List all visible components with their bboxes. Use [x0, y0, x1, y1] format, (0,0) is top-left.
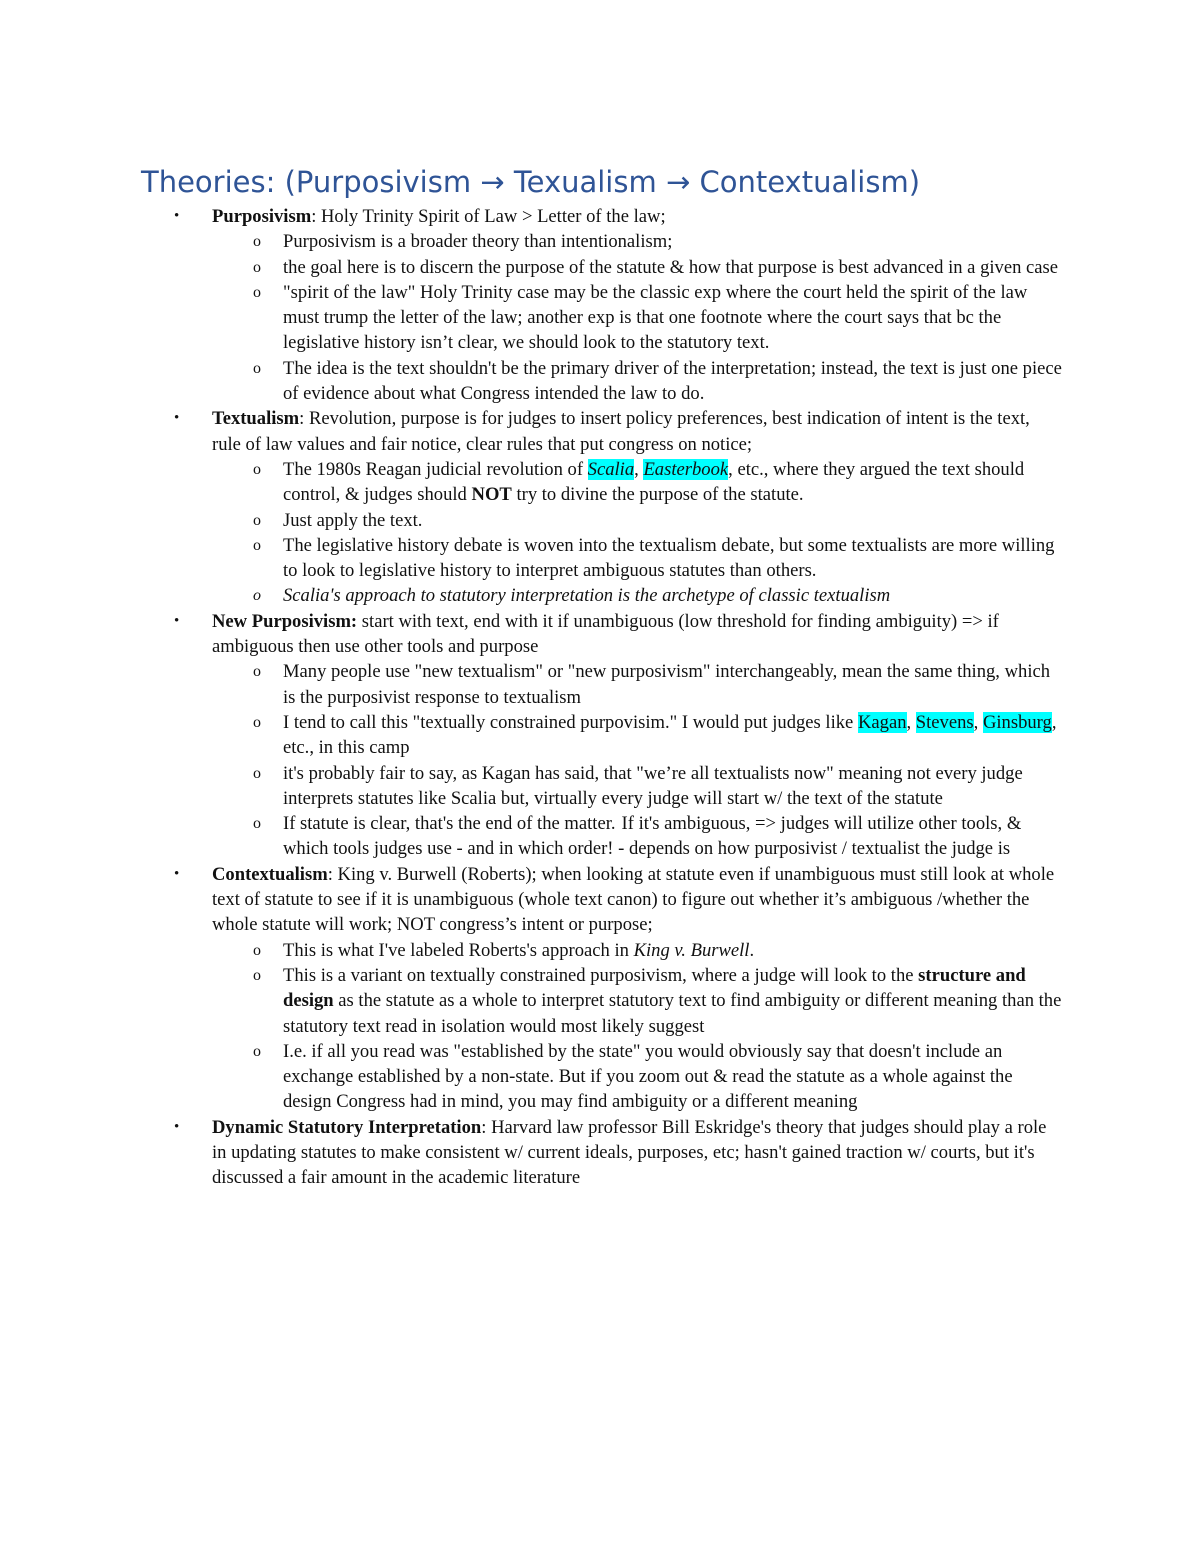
sub-item: [253, 508, 1062, 533]
sub-item: [253, 761, 1062, 812]
sub-item-text: If it's ambiguous, => judges will utilize other tools, & which tools judges use - and in which order! - depends on how purposivist / textualist the judge is: [283, 813, 1022, 860]
sub-item: [253, 533, 1062, 584]
list-item-dynamic: [174, 1115, 1062, 1191]
list-item-new-purposivism: [174, 609, 1062, 862]
sub-bullet-icon: o: [253, 283, 261, 301]
sub-bullet-icon: o: [253, 587, 261, 605]
sub-item-text: try to divine the purpose of the statute.: [511, 484, 804, 506]
sub-item: [253, 457, 1062, 508]
sub-item-text: The legislative history debate is woven into the textualism debate, but some textualists are more willing to look to legislative history to interpret ambiguous statutes than others.: [283, 534, 1055, 582]
sub-item-text: Many people use "new textualism" or "new purposivism" interchangeably, mean the same thing, which is the purposivist response to textualism: [283, 661, 1051, 708]
bullet-icon: •: [174, 612, 180, 629]
sub-item-text: , etc., in this camp: [283, 711, 1057, 759]
sub-bullet-icon: o: [253, 713, 261, 731]
list-item-purposivism: [174, 204, 1062, 406]
highlight-scalia: Scalia: [587, 458, 635, 480]
bullet-icon: •: [174, 1118, 180, 1135]
sub-item: [253, 280, 1062, 356]
sub-item-text: Purposivism is a broader theory than intentionalism;: [283, 231, 673, 253]
term-dynamic: Dynamic Statutory Interpretation: [212, 1116, 482, 1138]
sub-item-text: Just apply the text.: [283, 509, 423, 531]
theories-list: [174, 204, 1062, 1191]
highlight-easterbook: Easterbook: [643, 458, 729, 480]
sub-item: [253, 255, 1062, 280]
sub-bullet-icon: o: [253, 359, 261, 377]
sub-item: [253, 811, 1062, 862]
sub-bullet-icon: o: [253, 536, 261, 554]
term-purposivism: Purposivism: [212, 206, 312, 227]
separator-text: ,: [634, 458, 644, 480]
new-purposivism-intro: start with text, end with it if unambiguous (low threshold for finding ambiguity) => if ambiguous then use other tools and purpose: [212, 610, 999, 658]
highlight-kagan: Kagan: [857, 711, 907, 733]
sub-bullet-icon: o: [253, 460, 261, 478]
purposivism-intro: : Holy Trinity Spirit of Law > Letter of the law;: [311, 206, 666, 227]
sub-bullet-icon: o: [253, 941, 261, 959]
sub-item: [253, 659, 1062, 710]
sub-item-text: it's probably fair to say, as Kagan has said, that "we’re all textualists now" meaning not every judge interprets statutes like Scalia but, virtually every judge will start w/ the text of the statute: [283, 762, 1023, 809]
dynamic-intro: : Harvard law professor Bill Eskridge's theory that judges should play a role in updating statutes to make consistent w/ current ideals, purposes, etc; hasn't gained traction w/ courts, but it's discussed a fair amount in the academic literature: [212, 1116, 1047, 1189]
sub-item-text: I.e. if all you read was "established by the state" you would obviously say that doesn't include an exchange established by a non-state. But if you zoom out & read the statute as a whole against the design Congress had in mind, you may find ambiguity or a different meaning: [283, 1040, 1013, 1113]
contextualism-sublist: [212, 938, 1062, 1115]
bullet-icon: •: [174, 410, 180, 427]
sub-bullet-icon: o: [253, 511, 261, 529]
sub-item-text: as the statute as a whole to interpret statutory text to find ambiguity or different meaning than the statutory text read in isolation would most likely suggest: [283, 990, 1062, 1037]
sub-item-text: The idea is the text shouldn't be the primary driver of the interpretation; instead, the text is just one piece of evidence about what Congress intended the law to do.: [283, 357, 1062, 405]
sub-bullet-icon: o: [253, 815, 261, 833]
highlight-stevens: Stevens: [915, 711, 974, 733]
sub-item-text: I tend to call this "textually constrained purpovisim." I would put judges like: [283, 711, 858, 733]
term-contextualism: Contextualism: [212, 863, 328, 885]
textualism-intro: : Revolution, purpose is for judges to insert policy preferences, best indication of intent is the text, rule of law values and fair notice, clear rules that put congress on notice;: [212, 408, 1030, 455]
sub-item: [253, 710, 1062, 761]
sub-bullet-icon: o: [253, 258, 261, 276]
sub-item-text: This is what I've labeled Roberts's approach in: [283, 939, 634, 961]
sub-item: [253, 963, 1062, 1039]
sub-item: [253, 356, 1062, 407]
sub-bullet-icon: o: [253, 1042, 261, 1060]
document-title: Theories: (Purposivism → Texualism → Contextualism): [141, 165, 921, 199]
sub-item-text: The 1980s Reagan judicial revolution of: [283, 458, 588, 480]
sub-item: [253, 1039, 1062, 1115]
separator-text: ,: [906, 711, 916, 733]
term-textualism: Textualism: [212, 408, 300, 430]
sub-item: [253, 583, 1062, 608]
term-new-purposivism: New Purposivism:: [212, 610, 358, 632]
sub-item-text: If statute is clear, that's the end of the matter.: [283, 813, 616, 835]
list-item-contextualism: [174, 862, 1062, 1115]
sub-bullet-icon: o: [253, 764, 261, 782]
sub-item-text: This is a variant on textually constrained purposivism, where a judge will look to the: [283, 964, 919, 986]
sub-item-text: "spirit of the law" Holy Trinity case may be the classic exp where the court held the spirit of the law must trump the letter of the law; another exp is that one footnote where the court says that bc the legislative history isn’t clear, we should look to the statutory text.: [283, 281, 1028, 354]
sub-bullet-icon: o: [253, 663, 261, 681]
sub-item-text: , etc., where they argued the text should control, & judges should: [283, 458, 1025, 506]
bullet-icon: •: [174, 865, 180, 882]
emphasis-not: NOT: [471, 484, 512, 506]
new-purposivism-sublist: [212, 659, 1062, 861]
sub-item: [253, 938, 1062, 963]
emphasis-structure: structure and design: [283, 964, 1026, 1012]
sub-bullet-icon: o: [253, 966, 261, 984]
sub-bullet-icon: o: [253, 233, 261, 251]
sub-item-text: .: [749, 939, 755, 961]
bullet-icon: •: [174, 208, 180, 224]
textualism-sublist: [212, 457, 1062, 609]
contextualism-intro: : King v. Burwell (Roberts); when looking at statute even if unambiguous must still look at whole text of statute to see if it is unambiguous (whole text canon) to figure out whether it’s ambiguous /whether the whole statute will work; NOT congress’s intent or purpose;: [212, 863, 1055, 936]
sub-item-text: the goal here is to discern the purpose of the statute & how that purpose is best advanced in a given case: [283, 256, 1059, 278]
case-name: King v. Burwell: [633, 939, 750, 961]
sub-item: [253, 229, 1062, 254]
separator-text: ,: [973, 711, 983, 733]
sub-item-text: Scalia's approach to statutory interpretation is the archetype of classic textualism: [283, 585, 891, 607]
highlight-ginsburg: Ginsburg: [982, 711, 1052, 733]
list-item-textualism: [174, 406, 1062, 608]
purposivism-sublist: [212, 229, 1062, 406]
